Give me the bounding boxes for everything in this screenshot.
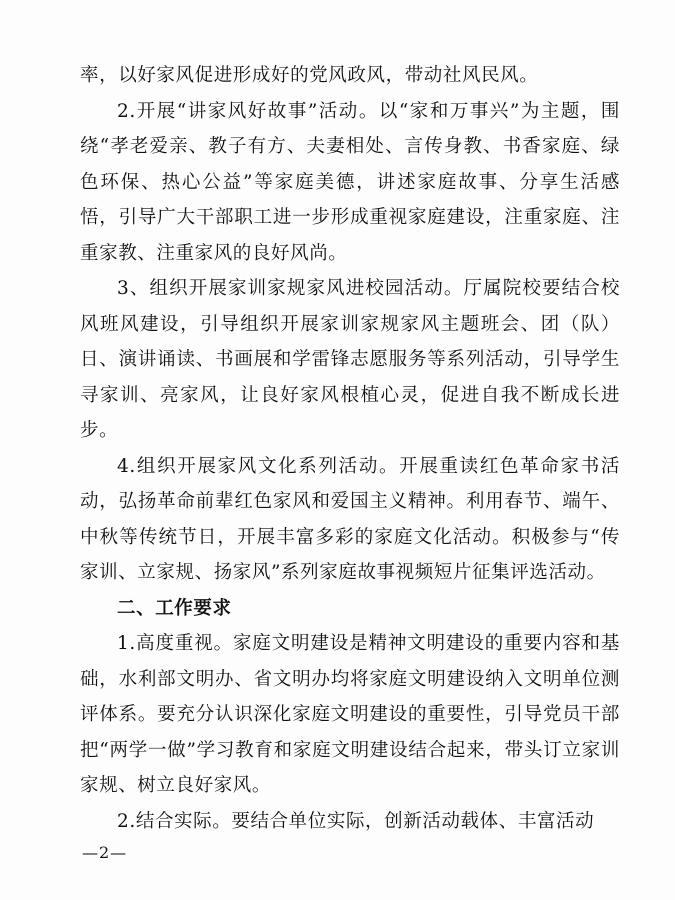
paragraph-item-3: 3、组织开展家训家规家风进校园活动。厅属院校要结合校风班风建设，引导组织开展家训家规家风主题班会、团（队）日、演讲诵读、书画展和学雷锋志愿服务等系列活动，引导学生寻家训、亮家风，让良好家风根植心灵，促进自我不断成长进步。 [80, 278, 620, 441]
paragraph-requirement-2: 2.结合实际。要结合单位实际，创新活动载体、丰富活动 [117, 810, 595, 832]
section-heading-work-requirements: 二、工作要求 [117, 597, 232, 619]
document-body [80, 58, 620, 839]
page-number: —2— [82, 843, 128, 862]
paragraph-item-2: 2.开展“讲家风好故事”活动。以“家和万事兴”为主题，围绕“孝老爱亲、教子有方、夫妻相处、言传身教、书香家庭、绿色环保、热心公益”等家庭美德，讲述家庭故事、分享生活感悟，引导广大干部职工进一步形成重视家庭建设，注重家庭、注重家教、注重家风的良好风尚。 [80, 100, 620, 264]
paragraph-continuation: 率，以好家风促进形成好的党风政风，带动社风民风。 [80, 65, 539, 86]
paragraph-item-4: 4.组织开展家风文化系列活动。开展重读红色革命家书活动，弘扬革命前辈红色家风和爱国主义精神。利用春节、端午、中秋等传统节日，开展丰富多彩的家庭文化活动。积极参与“传家训、立家规、扬家风”系列家庭故事视频短片征集评选活动。 [80, 455, 620, 583]
paragraph-requirement-1: 1.高度重视。家庭文明建设是精神文明建设的重要内容和基础，水利部文明办、省文明办均将家庭文明建设纳入文明单位测评体系。要充分认识深化家庭文明建设的重要性，引导党员干部把“两学一做”学习教育和家庭文明建设结合起来，带头订立家训家规、树立良好家风。 [80, 633, 620, 796]
